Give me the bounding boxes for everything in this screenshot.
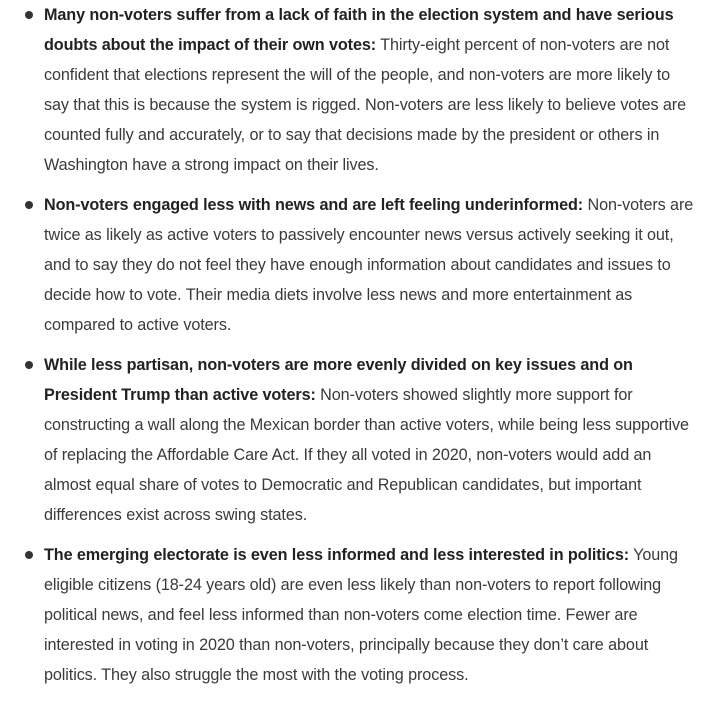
bullet-lead-text: While less partisan, non-voters are more evenly divided on key issues and on President Trump than active voters: [44, 356, 633, 404]
bullet-body-text: Non-voters are twice as likely as active voters to passively encounter news versus actively seeking it out, and to say they do not feel they have enough information about candidates and issues to decide how to vote. Their media diets involve less news and more entertainment as compared to active voters. [44, 196, 694, 334]
bullet-icon [25, 551, 33, 559]
bullet-body-text: Non-voters showed slightly more support for constructing a wall along the Mexican border than active voters, while being less supportive of replacing the Affordable Care Act. If they all voted in 2020, non-voters would add an almost equal share of votes to Democratic and Republican candidates, but important differences exist across swing states. [44, 386, 689, 524]
list-item [0, 190, 718, 340]
bullet-icon [25, 11, 33, 19]
bullet-lead-text: Non-voters engaged less with news and are left feeling underinformed: [44, 196, 584, 214]
list-item [0, 0, 718, 180]
list-item [0, 350, 718, 530]
bullet-body-text: Young eligible citizens (18-24 years old) are even less likely than non-voters to report following political news, and feel less informed than non-voters come election time. Fewer are interested in voting in 2020 than non-voters, principally because they don’t care about politics. They also struggle the most with the voting process. [44, 546, 678, 684]
bullet-body-text: Thirty-eight percent of non-voters are not confident that elections represent the will of the people, and non-voters are more likely to say that this is because the system is rigged. Non-voters are less likely to believe votes are counted fully and accurately, or to say that decisions made by the president or others in Washington have a strong impact on their lives. [44, 36, 686, 174]
list-item [0, 540, 718, 690]
bullet-icon [25, 361, 33, 369]
bullet-lead-text: The emerging electorate is even less informed and less interested in politics: [44, 546, 630, 564]
bullet-icon [25, 201, 33, 209]
bullet-lead-text: Many non-voters suffer from a lack of faith in the election system and have serious doubts about the impact of their own votes: [44, 6, 674, 54]
